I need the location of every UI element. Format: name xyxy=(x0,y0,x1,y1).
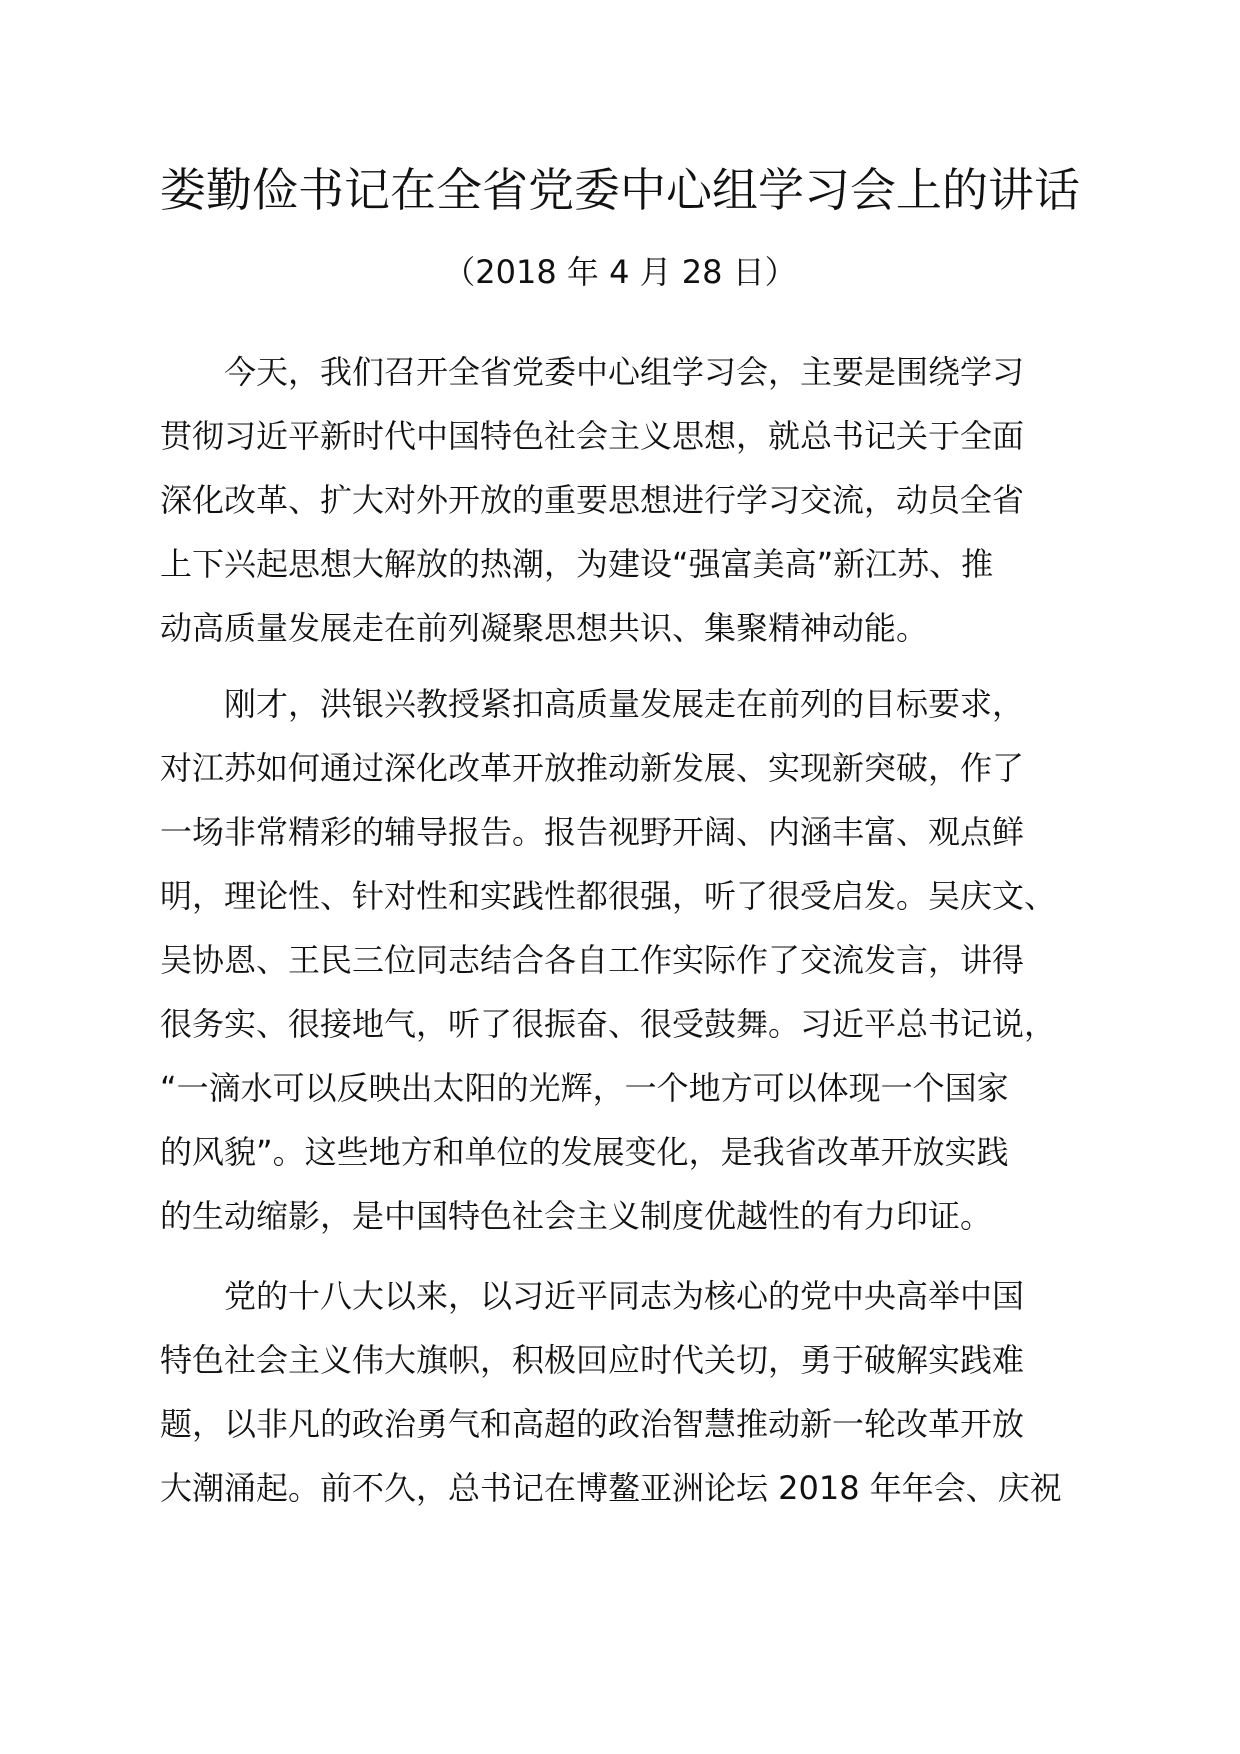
paragraph-line: 刚才，洪银兴教授紧扣高质量发展走在前列的目标要求， xyxy=(224,685,1025,723)
paragraph-3 xyxy=(160,1264,1100,1520)
paragraph-line: 上下兴起思想大解放的热潮，为建设“强富美高”新江苏、推 xyxy=(160,545,994,583)
paragraph-line: 大潮涌起。前不久，总书记在博鳌亚洲论坛 2018 年年会、庆祝 xyxy=(160,1469,1062,1507)
paragraph-1 xyxy=(160,340,1100,660)
paragraph-line: 一场非常精彩的辅导报告。报告视野开阔、内涵丰富、观点鲜 xyxy=(160,813,1025,851)
paragraph-line: 吴协恩、王民三位同志结合各自工作实际作了交流发言，讲得 xyxy=(160,941,1025,979)
paragraph-line: 深化改革、扩大对外开放的重要思想进行学习交流，动员全省 xyxy=(160,481,1025,519)
document-date: （2018 年 4 月 28 日） xyxy=(443,253,797,291)
document-title: 娄勤俭书记在全省党委中心组学习会上的讲话 xyxy=(160,163,1080,217)
paragraph-line: 的风貌”。这些地方和单位的发展变化，是我省改革开放实践 xyxy=(160,1133,1009,1171)
paragraph-line: 特色社会主义伟大旗帜，积极回应时代关切，勇于破解实践难 xyxy=(160,1341,1025,1379)
paragraph-2 xyxy=(160,672,1100,1248)
paragraph-line: 党的十八大以来，以习近平同志为核心的党中央高举中国 xyxy=(224,1277,1025,1315)
paragraph-line: 贯彻习近平新时代中国特色社会主义思想，就总书记关于全面 xyxy=(160,417,1025,455)
paragraph-line: 很务实、很接地气，听了很振奋、很受鼓舞。习近平总书记说， xyxy=(160,1005,1057,1043)
paragraph-line: 今天，我们召开全省党委中心组学习会，主要是围绕学习 xyxy=(224,353,1025,391)
paragraph-line: 题，以非凡的政治勇气和高超的政治智慧推动新一轮改革开放 xyxy=(160,1405,1025,1443)
paragraph-line: “一滴水可以反映出太阳的光辉，一个地方可以体现一个国家 xyxy=(160,1069,1009,1107)
paragraph-line: 对江苏如何通过深化改革开放推动新发展、实现新突破，作了 xyxy=(160,749,1025,787)
paragraph-line: 的生动缩影，是中国特色社会主义制度优越性的有力印证。 xyxy=(160,1197,993,1235)
paragraph-line: 动高质量发展走在前列凝聚思想共识、集聚精神动能。 xyxy=(160,609,929,647)
paragraph-line: 明，理论性、针对性和实践性都很强，听了很受启发。吴庆文、 xyxy=(160,877,1057,915)
